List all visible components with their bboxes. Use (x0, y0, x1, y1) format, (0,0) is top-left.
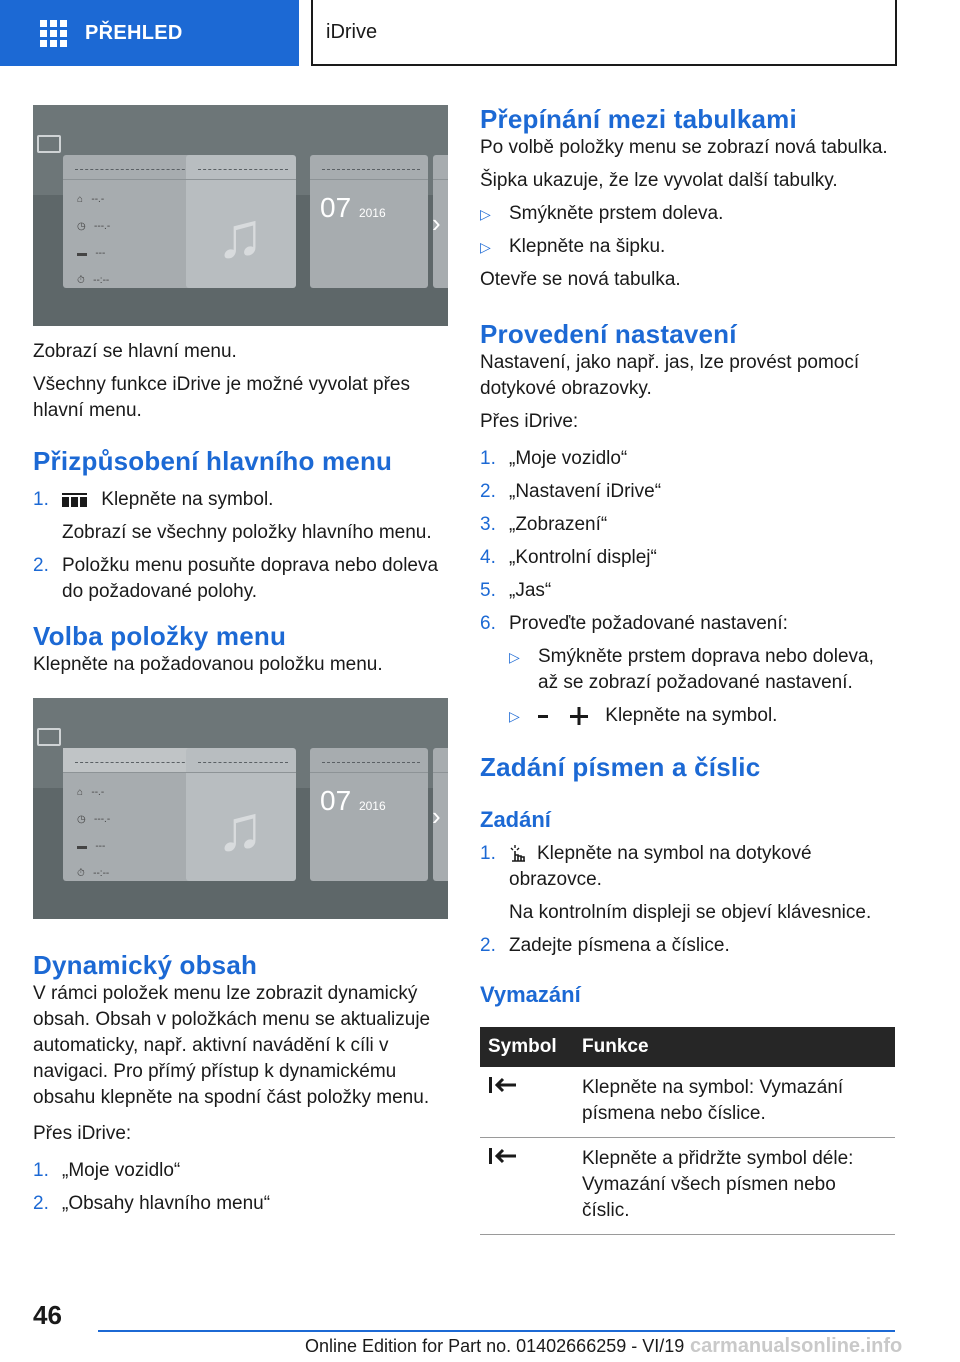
left-column (33, 105, 448, 326)
page-number: 46 (33, 1300, 62, 1330)
layout-icon (37, 135, 61, 153)
customize-section (33, 445, 448, 612)
watermark: carmanualsonline.info (690, 1335, 903, 1357)
col-symbol: Symbol (480, 1027, 574, 1067)
main-menu-screenshot-2: ⌂ --.- ◷ ---.- ▬ --- ⏱ --:-- ♫ 07 2016 › (33, 698, 448, 919)
paragraph: Zobrazí se hlavní menu. (33, 341, 237, 362)
section-tab[interactable] (0, 0, 299, 66)
heading-input: Zadání písmen a číslic (480, 752, 761, 782)
heading-enter: Zadání (480, 807, 551, 832)
left-text-1 (33, 339, 448, 431)
sub-text: Na kontrolním displeji se objeví klávesnice. (509, 902, 872, 923)
triangle-bullet-icon: ▷ (480, 239, 491, 255)
bullet-item: ▷ Smýkněte prstem doleva. (480, 201, 895, 227)
dynamic-section (33, 949, 448, 1224)
list-item: 1. „Moje vozidlo“ (33, 1160, 181, 1181)
paragraph: Šipka ukazuje, že lze vyvolat další tabulky. (480, 170, 838, 191)
list-item: 6. Proveďte požadované nastavení: (480, 613, 788, 634)
list-item: 4. „Kontrolní displej“ (480, 547, 657, 568)
tap-hand-icon (509, 845, 529, 863)
settings-section (480, 318, 895, 736)
list-item: 1. Klepněte na symbol. (33, 489, 274, 510)
music-note-icon: ♫ (216, 199, 264, 271)
switch-section (480, 103, 895, 300)
paragraph: V rámci položek menu lze zobrazit dynamický obsah. Obsah v položkách menu se aktualizuje automaticky, např. aktivní navádění k cíli v navigaci. Pro přímý přístup k dynamickému obsahu klepněte na spodní část položky menu. (33, 983, 431, 1108)
heading-settings: Provedení nastavení (480, 319, 737, 349)
section-title: PŘEHLED (85, 22, 183, 44)
topic-tab (311, 0, 897, 66)
shot2-wrap (33, 698, 448, 919)
sub-bullet-item: ▷ Klepněte na symbol. (509, 703, 895, 729)
list-item: 2. „Nastavení iDrive“ (480, 481, 662, 502)
music-note-icon: ♫ (216, 792, 264, 864)
list-item: 3. „Zobrazení“ (480, 514, 608, 535)
list-item: 2. Položku menu posuňte doprava nebo doleva do požadované polohy. (33, 555, 439, 602)
col-function: Funkce (574, 1027, 895, 1067)
menu-tiles-icon (62, 492, 88, 508)
table-row: Klepněte a přidržte symbol déle: Vymazání všech písmen nebo číslic. (480, 1138, 895, 1235)
triangle-bullet-icon: ▷ (509, 708, 520, 724)
sub-text: Zobrazí se všechny položky hlavního menu. (62, 522, 432, 543)
list-item: 5. „Jas“ (480, 580, 552, 601)
chevron-right-icon: › (432, 801, 441, 831)
footer-divider (98, 1330, 895, 1332)
paragraph: Otevře se nová tabulka. (480, 269, 681, 290)
delete-table-wrap (480, 1027, 895, 1235)
paragraph: Nastavení, jako např. jas, lze provést pomocí dotykové obrazovky. (480, 352, 860, 399)
triangle-bullet-icon: ▷ (480, 206, 491, 222)
select-section (33, 620, 448, 685)
table-row: Klepněte na symbol: Vymazání písmena nebo číslice. (480, 1067, 895, 1138)
heading-delete: Vymazání (480, 982, 581, 1007)
list-item: 2. „Obsahy hlavního menu“ (33, 1193, 271, 1214)
input-section (480, 751, 895, 1010)
main-menu-screenshot: ⌂ --.- ◷ ---.- ▬ --- ⏱ --:-- ♫ 07 2016 › (33, 105, 448, 326)
delete-table (480, 1027, 895, 1235)
via-text: Přes iDrive: (480, 411, 579, 432)
sub-bullet-item: ▷ Smýkněte prstem doprava nebo doleva, až se zobrazí požadované nastavení. (509, 644, 895, 696)
paragraph: Klepněte na požadovanou položku menu. (33, 654, 383, 675)
via-text: Přes iDrive: (33, 1123, 132, 1144)
paragraph: Po volbě položky menu se zobrazí nová tabulka. (480, 137, 888, 158)
heading-customize: Přizpůsobení hlavního menu (33, 446, 393, 476)
delete-all-icon (480, 1138, 574, 1235)
paragraph: Všechny funkce iDrive je možné vyvolat přes hlavní menu. (33, 374, 410, 421)
bullet-item: ▷ Klepněte na šipku. (480, 234, 895, 260)
triangle-bullet-icon: ▷ (509, 649, 520, 665)
chevron-right-icon: › (432, 208, 441, 238)
edition-text: Online Edition for Part no. 01402666259 - VI/19 (305, 1336, 685, 1356)
minus-plus-icon (538, 707, 592, 725)
list-item: 2. Zadejte písmena a číslice. (480, 935, 730, 956)
heading-dynamic: Dynamický obsah (33, 950, 258, 980)
grid-icon (40, 20, 67, 47)
heading-switch: Přepínání mezi tabulkami (480, 104, 797, 134)
heading-select: Volba položky menu (33, 621, 287, 651)
list-item: 1. Klepněte na symbol na dotykové obrazovce. (480, 843, 812, 890)
list-item: 1. „Moje vozidlo“ (480, 448, 628, 469)
delete-char-icon (480, 1067, 574, 1138)
topic-title: iDrive (326, 21, 378, 43)
layout-icon (37, 728, 61, 746)
